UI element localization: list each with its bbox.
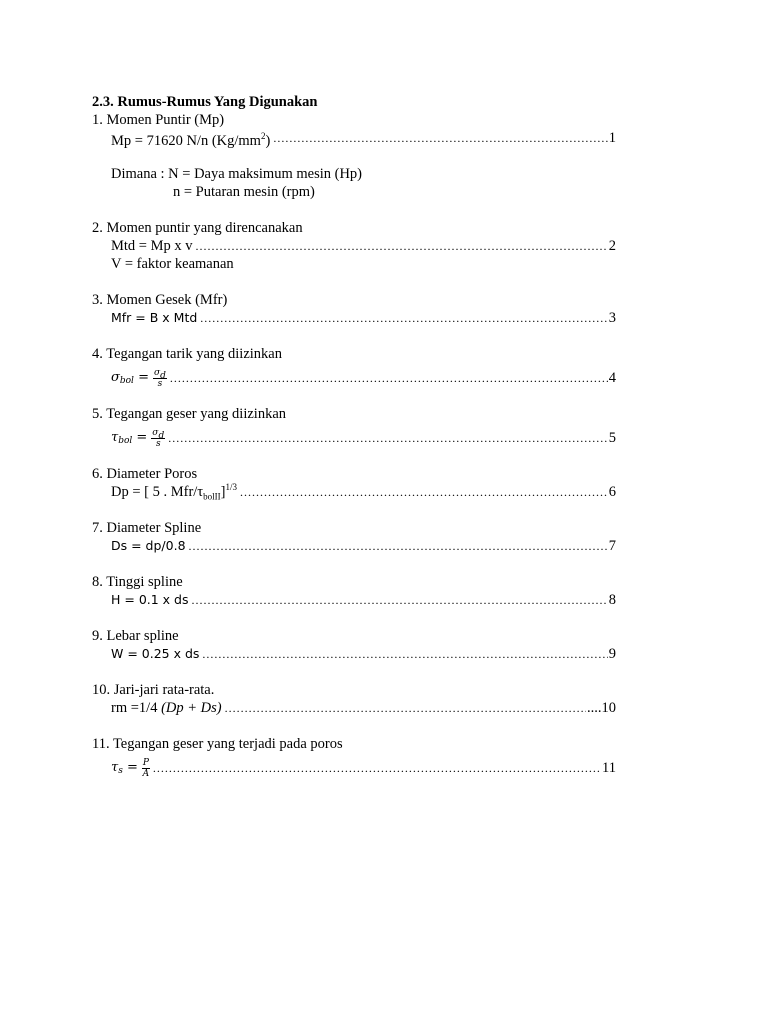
fraction-numerator: P — [142, 757, 149, 768]
formula-row — [92, 699, 616, 717]
spacer — [92, 453, 616, 465]
formula-italic-text: (Dp + Ds) — [161, 700, 222, 716]
formula-text-end: ] — [220, 483, 226, 500]
formula: Ds = dp/0.8 — [111, 538, 186, 553]
formula-row — [92, 129, 616, 147]
spacer — [92, 663, 616, 681]
formula-text: rm =1/4 — [111, 700, 162, 716]
fraction-numerator: σ — [152, 427, 159, 438]
spacer — [92, 273, 616, 291]
formula: Mfr = B x Mtd — [111, 310, 198, 325]
spacer — [92, 201, 616, 219]
spacer — [92, 147, 616, 165]
equation-number: 5 — [608, 430, 616, 446]
fraction — [153, 368, 167, 389]
dot-leader — [273, 129, 607, 147]
note-line: Dimana : N = Daya maksimum mesin (Hp) — [111, 166, 363, 182]
dot-leader — [196, 237, 608, 255]
fraction-numerator-subscript: d — [158, 430, 165, 441]
equation-number: 8 — [608, 592, 616, 608]
equation-number: ....10 — [587, 700, 616, 716]
formula-row — [92, 363, 616, 393]
formula-subscript: bolII — [203, 491, 221, 502]
dot-leader — [202, 645, 607, 663]
section-heading: 2.3. Rumus-Rumus Yang Digunakan — [92, 94, 318, 110]
spacer — [92, 609, 616, 627]
formula-item-9 — [92, 627, 616, 663]
formula-row — [92, 237, 616, 255]
item-title: 6. Diameter Poros — [92, 466, 198, 482]
item-title: 5. Tegangan geser yang diizinkan — [92, 406, 287, 422]
formula: Mtd = Mp x v — [111, 238, 193, 254]
formula-superscript: 1/3 — [225, 482, 237, 493]
item-title: 9. Lebar spline — [92, 628, 179, 644]
formula: σ bol = $\frac{\sigma d}{s}$ — [111, 367, 166, 389]
formula-row — [92, 537, 616, 555]
dot-leader — [168, 429, 608, 447]
formula-row — [92, 309, 616, 327]
equation-number: 4 — [608, 370, 616, 386]
formula: τ s = $\frac{P}{A}$ — [111, 757, 150, 779]
spacer — [92, 717, 616, 735]
formula-item-3 — [92, 291, 616, 327]
dot-leader — [192, 591, 608, 609]
dot-leader — [225, 699, 586, 717]
equation-number: 9 — [608, 646, 616, 662]
formula: W = 0.25 x ds — [111, 646, 200, 661]
item-title: 2. Momen puntir yang direncanakan — [92, 220, 303, 236]
formula-row — [92, 591, 616, 609]
formula-row — [92, 753, 616, 783]
formula-item-11 — [92, 735, 616, 783]
math-symbol: σ — [111, 370, 120, 385]
math-subscript: bol — [119, 376, 134, 386]
formula-text: Dp = [ 5 . Mfr/τ — [111, 483, 204, 500]
dot-leader — [189, 537, 608, 555]
equation-number: 1 — [608, 130, 616, 146]
formula: H = 0.1 x ds — [111, 592, 189, 607]
formula — [111, 478, 237, 506]
item-title: 4. Tegangan tarik yang diizinkan — [92, 346, 282, 362]
formula — [111, 127, 270, 150]
spacer — [92, 393, 616, 405]
item-title: 3. Momen Gesek (Mfr) — [92, 292, 228, 308]
fraction — [142, 758, 150, 779]
fraction — [151, 428, 165, 449]
fraction-numerator: σ — [153, 367, 161, 378]
fraction-denominator: A — [142, 768, 150, 779]
dot-leader — [170, 369, 608, 387]
formula-item-1 — [92, 111, 616, 201]
spacer — [92, 327, 616, 345]
dot-leader — [240, 483, 608, 501]
document-page — [92, 93, 616, 783]
item-title: 10. Jari-jari rata-rata. — [92, 682, 215, 698]
item-title: 11. Tegangan geser yang terjadi pada poros — [92, 736, 343, 752]
note-line: V = faktor keamanan — [111, 256, 234, 272]
note-line: n = Putaran mesin (rpm) — [173, 184, 315, 200]
math-subscript: s — [118, 766, 123, 776]
formula-item-7 — [92, 519, 616, 555]
formula-item-5 — [92, 405, 616, 453]
dot-leader — [200, 309, 607, 327]
formula-item-8 — [92, 573, 616, 609]
equation-number: 6 — [608, 484, 616, 500]
formula-item-10 — [92, 681, 616, 717]
formula: τ bol = $\frac{\sigma d}{s}$ — [111, 427, 165, 449]
formula-row — [92, 483, 616, 501]
dot-leader — [153, 759, 601, 777]
fraction-denominator: s — [155, 438, 161, 449]
math-subscript: bol — [118, 436, 133, 446]
item-title: 8. Tinggi spline — [92, 574, 183, 590]
formula-item-2 — [92, 219, 616, 273]
formula-superscript: 2 — [260, 130, 266, 141]
formula-text: Mp = 71620 N/n (Kg/mm — [111, 132, 261, 149]
equation-number: 11 — [602, 760, 616, 776]
formula-item-4 — [92, 345, 616, 393]
fraction-numerator-subscript: d — [160, 370, 166, 381]
formula-row — [92, 423, 616, 453]
item-title: 7. Diameter Spline — [92, 520, 202, 536]
equation-number: 2 — [608, 238, 616, 254]
math-symbol: τ — [111, 760, 119, 775]
formula — [111, 699, 222, 717]
formula-item-6 — [92, 465, 616, 501]
spacer — [92, 555, 616, 573]
math-symbol: τ — [111, 430, 119, 445]
formula-row — [92, 645, 616, 663]
fraction-denominator: s — [157, 378, 163, 389]
equation-number: 7 — [608, 538, 616, 554]
equation-number: 3 — [608, 310, 616, 326]
item-title: 1. Momen Puntir (Mp) — [92, 112, 225, 128]
formula-text-end: ) — [265, 132, 271, 149]
